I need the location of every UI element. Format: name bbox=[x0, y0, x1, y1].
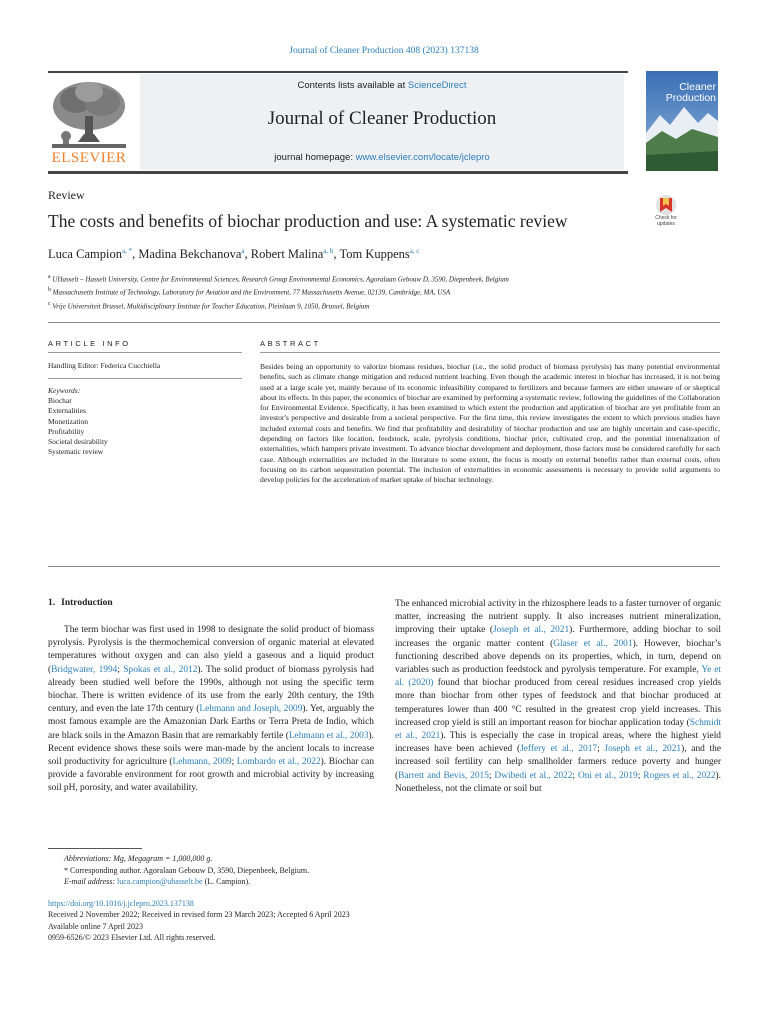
citation-link[interactable]: Schmidt et al., 2021 bbox=[395, 717, 721, 742]
affiliations bbox=[48, 272, 728, 312]
body-text: ). This is especially the case in tropical areas, where the highest yield increases have been achieved ( bbox=[395, 731, 721, 755]
corresponding-mark: * bbox=[64, 865, 68, 875]
section-divider bbox=[48, 322, 720, 323]
journal-citation[interactable]: Journal of Cleaner Production 408 (2023) 137138 bbox=[289, 46, 479, 56]
body-text: found that biochar produced from cereal residues increased crop yields more than biochar from other types of feedstock and that biochar produced at temperatures lower than 400 °C resulted in the greatest crop yield increases. This increased crop yield is still an important reason for biochar application today ( bbox=[395, 678, 722, 728]
homepage-prefix: journal homepage: bbox=[274, 152, 356, 163]
section-divider bbox=[48, 566, 720, 567]
affiliation-mark: c bbox=[48, 300, 51, 307]
publication-info bbox=[48, 898, 548, 943]
introduction-paragraph bbox=[48, 624, 374, 796]
body-text: ). The solid product of biomass pyrolysis had already been studied well before the 1990s, although not using the specific term biochar. There is written evidence of its use from the early 20th century, the 19th century, and even the late 17th century ( bbox=[48, 664, 374, 715]
doi-link[interactable]: https://doi.org/10.1016/j.jclepro.2023.137138 bbox=[48, 899, 194, 908]
abstract-heading: ABSTRACT bbox=[260, 339, 321, 348]
citation-link[interactable]: Barrett and Bevis, 2015 bbox=[398, 770, 489, 781]
affiliation-mark: a bbox=[48, 274, 51, 280]
citation-link[interactable]: Ye et al. (2020) bbox=[395, 665, 722, 689]
footnote-rule bbox=[48, 848, 142, 849]
author-name[interactable]: Luca Campion bbox=[48, 247, 122, 262]
masthead-bottom-rule bbox=[48, 171, 628, 174]
footnotes bbox=[48, 853, 388, 888]
section-title: Introduction bbox=[61, 598, 113, 608]
citation-link[interactable]: Joseph et al., 2021 bbox=[604, 744, 682, 755]
body-text: ). Biochar can provide a favorable environment for root growth and microbial activity by increasing soil pH, porosity, and water availability. bbox=[48, 757, 375, 794]
body-text: ). Nonetheless, not the climate or soil but bbox=[395, 770, 722, 794]
cover-title-line1: Cleaner bbox=[679, 81, 716, 93]
affiliation-text: UHasselt – Hasselt University, Centre for Environmental Sciences, Research Group Environmental Economics, Agoralaan Gebouw D, 3590, Diepenbeek, Belgium bbox=[52, 275, 509, 284]
affiliation bbox=[48, 299, 728, 312]
keyword: Biochar bbox=[48, 396, 72, 406]
keywords-block bbox=[48, 386, 108, 457]
body-column-left bbox=[48, 624, 374, 796]
citation-link[interactable]: Glaser et al., 2001 bbox=[553, 638, 633, 649]
citation-link[interactable]: Rogers et al., 2022 bbox=[643, 770, 716, 781]
abstract-text: Besides being an opportunity to valorize biomass residues, biochar (i.e., the solid product of biomass pyrolysis) has many potential environmental benefits, such as climate change mitigation and reduced nutrient leaching. Even though the academic interest in biochar has increased, it is not being used at a large scale yet, mainly because of its economic infeasibility compared to fertilizers and because farmers are either unaware of or skeptical about its effects. In this paper, the economics of biochar are examined by performing a systematic review, following the guidelines of the Collaboration for Environmental Evidence. Specifically, it has been examined to which extent the production and application of biochar are yet profitable from an investor's perspective and desirable from a societal perspective. For the first time, this review investigates the extent to which previous studies have included external costs and benefits. We find that profitability and desirability of biochar production and use are highly uncertain and case-specific, depending on factors like location, feedstock, scale, pyrolysis conditions, biochar price, cultivated crop, and the potential internalization of externalities, which hampers private investment. To advance biochar development and deployment, those factors must be considered carefully for each case. Although externalities are included in the literature to some extent, the focus is mostly on external benefits rather than external costs, often focusing on its carbon sequestration potential. The inclusion of externalities in economic assessments is necessary to provide solid arguments to develop policies for the acceleration of market uptake of biochar technology. bbox=[260, 362, 720, 485]
abbreviations-text: Abbreviations: Mg, Megagram = 1,000,000 g. bbox=[64, 854, 213, 863]
email-suffix: (L. Campion). bbox=[202, 877, 251, 887]
citation-link[interactable]: Oni et al., 2019 bbox=[577, 770, 638, 781]
article-info-rule bbox=[48, 378, 242, 379]
author-affiliation-mark[interactable]: a, c bbox=[409, 247, 420, 255]
affiliation-mark: b bbox=[48, 287, 51, 294]
body-text: ; bbox=[572, 770, 578, 781]
keyword: Profitability bbox=[48, 426, 85, 436]
affiliation bbox=[48, 272, 728, 285]
keyword: Monetization bbox=[48, 416, 88, 426]
journal-homepage-line bbox=[140, 152, 624, 163]
author-list: Luca Campion$^{a, *}$, Madina Bekchanova$^a$, Robert Malina$^{a, b}$, Tom Kuppens$^{a, c}$ bbox=[48, 247, 420, 262]
journal-homepage-link[interactable]: www.elsevier.com/locate/jclepro bbox=[355, 152, 490, 163]
citation-link[interactable]: Dwibedi et al., 2022 bbox=[494, 770, 573, 781]
author-affiliation-mark[interactable]: a, * bbox=[121, 247, 133, 255]
body-text: ). Furthermore, adding biochar to soil increases the organic matter content ( bbox=[395, 625, 722, 649]
article-info-rule bbox=[48, 352, 242, 353]
body-text: ; bbox=[231, 757, 237, 768]
article-info-heading: ARTICLE INFO bbox=[48, 339, 131, 348]
citation-link[interactable]: Lehmann, 2009 bbox=[172, 757, 232, 768]
body-text: ). Recent evidence shows these soils were man-made by the ancient locals to increase soil productivity for agriculture ( bbox=[48, 730, 374, 768]
author-name[interactable]: Madina Bekchanova bbox=[138, 247, 242, 262]
check-updates-line1: Check for bbox=[655, 215, 677, 221]
body-text: ). Yet, arguably the most famous example are the Amazonian Dark Earths or Terra Preta de Indio, which are black soils in the Amazon Basin that are remarkably fertile ( bbox=[48, 704, 374, 741]
keywords-label: Keywords: bbox=[48, 386, 81, 395]
online-date: Available online 7 April 2023 bbox=[48, 921, 143, 931]
body-text: ; bbox=[597, 744, 605, 755]
keyword: Externalities bbox=[48, 406, 86, 416]
citation-link[interactable]: Bridgwater, 1994 bbox=[51, 664, 118, 675]
body-column-right bbox=[395, 598, 721, 796]
handling-editor: Handling Editor: Federica Cucchiella bbox=[48, 361, 161, 370]
section-number: 1. bbox=[48, 598, 56, 608]
author-name[interactable]: Robert Malina bbox=[250, 247, 324, 262]
contents-line bbox=[140, 80, 624, 91]
body-text: The enhanced microbial activity in the rhizosphere leads to a faster turnover of organic matter, increasing the nutrient supply. It also increases nutrient mineralization, improving their uptake ( bbox=[395, 599, 722, 636]
check-for-updates-label bbox=[646, 215, 686, 227]
article-type: Review bbox=[48, 188, 85, 202]
keyword: Societal desirability bbox=[48, 437, 108, 447]
body-text: ; bbox=[117, 664, 124, 675]
email-note bbox=[48, 876, 388, 888]
body-text: The term biochar was first used in 1998 to designate the solid product of biomass pyrolysis. Pyrolysis is the thermochemical conversion of organic material at elevated temperatures without oxygen and can also yield a gaseous and a liquid product ( bbox=[48, 625, 374, 675]
author-name[interactable]: Tom Kuppens bbox=[339, 247, 410, 262]
affiliation bbox=[48, 285, 728, 298]
corresponding-author-note bbox=[48, 865, 388, 877]
body-text: ). However, biochar’s functioning described above depends on its properties, which, in turn, depend on variables such as production feedstock and pyrolysis temperature. For example, bbox=[395, 638, 721, 676]
email-label: E-mail address: bbox=[64, 877, 118, 887]
copyright: 0959-6526/© 2023 Elsevier Ltd. All rights reserved. bbox=[48, 932, 216, 942]
journal-title: Journal of Cleaner Production bbox=[267, 108, 497, 129]
citation-link[interactable]: Joseph et al., 2021 bbox=[493, 625, 570, 636]
cover-title bbox=[650, 82, 716, 104]
sciencedirect-link[interactable]: ScienceDirect bbox=[407, 80, 467, 91]
introduction-paragraph bbox=[395, 598, 721, 796]
citation-link[interactable]: Lehmann and Joseph, 2009 bbox=[199, 704, 303, 715]
author-affiliation-mark[interactable]: a bbox=[241, 247, 245, 255]
affiliation-text: Vrije Universiteit Brussel, Multidisciplinary Institute for Teacher Education, Pleinlaan 9, 1050, Brussel, Belgium bbox=[52, 301, 370, 310]
corresponding-text: Corresponding author. Agoralaan Gebouw D, 3590, Diepenbeek, Belgium. bbox=[70, 865, 310, 875]
author-affiliation-mark[interactable]: a, b bbox=[323, 247, 334, 255]
citation-link[interactable]: Lehmann et al., 2003 bbox=[288, 730, 369, 741]
affiliation-text: Massachusetts Institute of Technology, Laboratory for Aviation and the Environment, 77 Massachusetts Avenue, 02139, Cambridge, MA, USA bbox=[52, 288, 451, 297]
body-text: ), and the increased soil fertility can help smallholder farmers reduce poverty and hunger ( bbox=[395, 744, 721, 781]
received-dates: Received 2 November 2022; Received in revised form 23 March 2023; Accepted 6 April 2023 bbox=[48, 910, 350, 920]
email-link[interactable]: luca.campion@uhasselt.be bbox=[117, 877, 203, 887]
body-text: ; bbox=[637, 770, 644, 781]
article-title: The costs and benefits of biochar production and use: A systematic review bbox=[48, 211, 568, 231]
citation-link[interactable]: Spokas et al., 2012 bbox=[123, 664, 198, 675]
citation-link[interactable]: Jeffery et al., 2017 bbox=[520, 744, 598, 755]
abstract-rule bbox=[260, 352, 720, 353]
keyword: Systematic review bbox=[48, 447, 104, 457]
abbreviations-note bbox=[48, 853, 388, 865]
citation-link[interactable]: Lombardo et al., 2022 bbox=[236, 757, 321, 768]
cover-title-line2: Production bbox=[665, 92, 716, 104]
check-updates-line2: updates bbox=[657, 221, 675, 227]
masthead-top-rule bbox=[48, 71, 628, 73]
body-text: ; bbox=[488, 770, 495, 781]
elsevier-wordmark: ELSEVIER bbox=[51, 150, 127, 166]
introduction-heading bbox=[48, 598, 119, 608]
contents-prefix: Contents lists available at bbox=[297, 80, 408, 91]
